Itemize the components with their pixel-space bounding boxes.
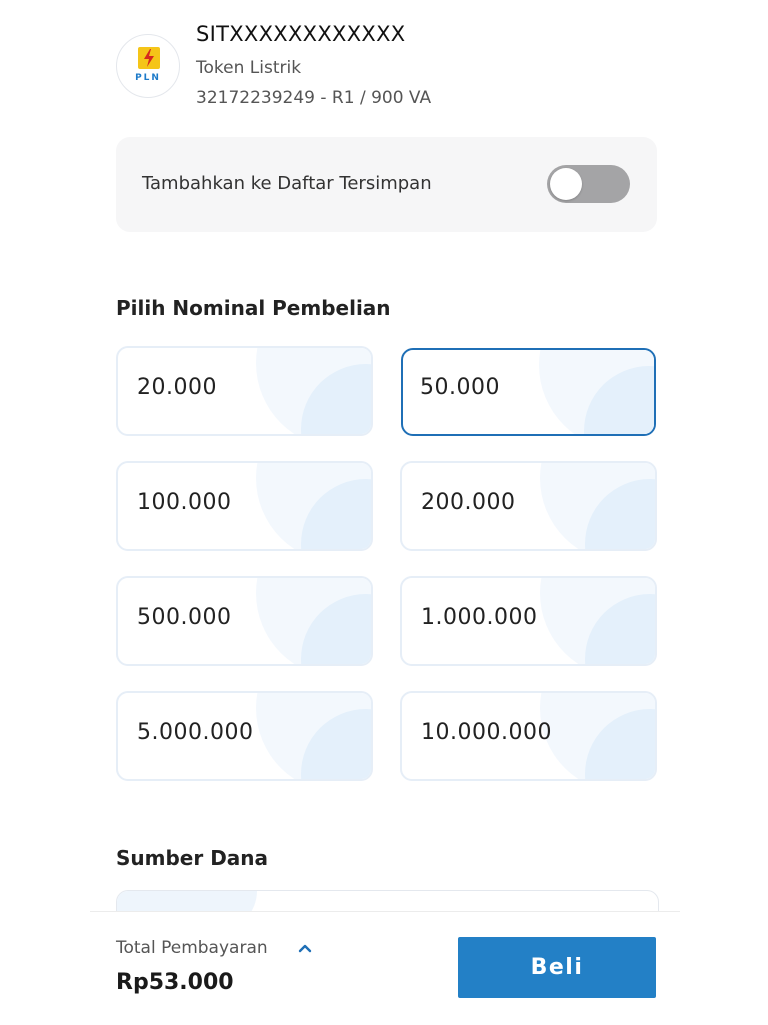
pln-logo: [116, 34, 180, 98]
save-to-list-panel: [116, 137, 657, 232]
chevron-up-icon[interactable]: [298, 942, 312, 954]
save-to-list-toggle[interactable]: [547, 165, 630, 203]
nominal-value: 10.000.000: [421, 720, 552, 745]
nominal-option-20000[interactable]: [116, 346, 373, 436]
logo-text: PLN: [135, 73, 161, 83]
meter-info: 32172239249 - R1 / 900 VA: [196, 88, 432, 108]
nominal-value: 200.000: [421, 490, 516, 515]
customer-name: SITXXXXXXXXXXXX: [196, 22, 406, 46]
product-name: Token Listrik: [196, 58, 302, 78]
nominal-section-title: Pilih Nominal Pembelian: [116, 296, 391, 320]
save-to-list-label: Tambahkan ke Daftar Tersimpan: [142, 173, 432, 194]
nominal-option-50000[interactable]: [401, 348, 656, 436]
buy-button[interactable]: Beli: [458, 937, 656, 998]
nominal-option-200000[interactable]: [400, 461, 657, 551]
nominal-value: 5.000.000: [137, 720, 254, 745]
total-label: Total Pembayaran: [116, 938, 268, 958]
nominal-value: 1.000.000: [421, 605, 538, 630]
nominal-value: 20.000: [137, 375, 217, 400]
nominal-grid: [116, 346, 658, 782]
nominal-option-1000000[interactable]: [400, 576, 657, 666]
nominal-option-500000[interactable]: [116, 576, 373, 666]
nominal-option-100000[interactable]: [116, 461, 373, 551]
nominal-value: 500.000: [137, 605, 232, 630]
nominal-value: 100.000: [137, 490, 232, 515]
lightning-icon: [138, 47, 160, 69]
nominal-option-5000000[interactable]: [116, 691, 373, 781]
fund-section-title: Sumber Dana: [116, 846, 269, 870]
total-amount: Rp53.000: [116, 970, 234, 995]
nominal-option-10000000[interactable]: [400, 691, 657, 781]
account-header: [116, 22, 676, 122]
nominal-value: 50.000: [420, 375, 500, 400]
toggle-knob: [550, 168, 582, 200]
payment-bar: [90, 911, 680, 1025]
